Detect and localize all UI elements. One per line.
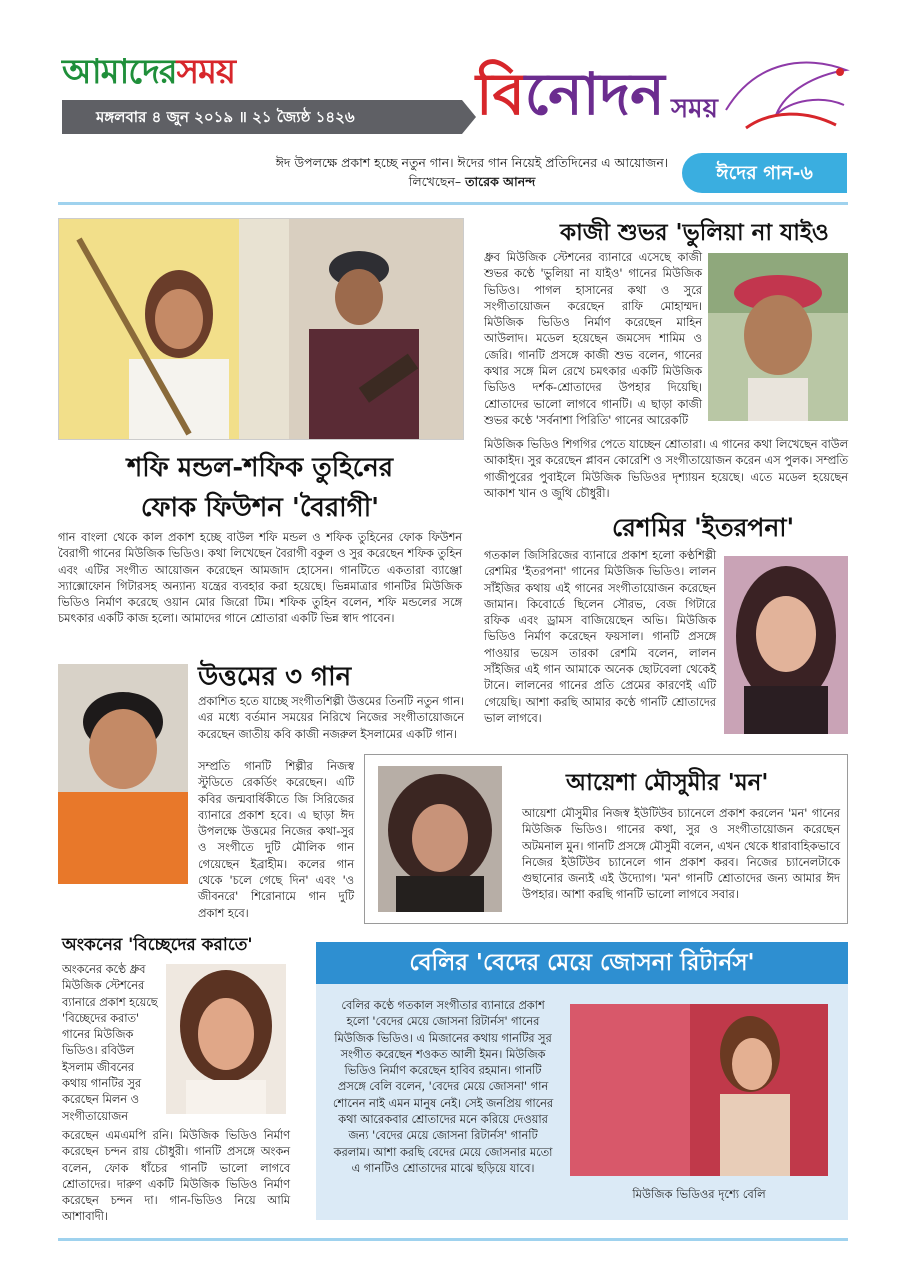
ayesha-body: আয়েশা মৌসুমীর নিজস্ব ইউটিউব চ্যানেলে প্রকাশ করলেন 'মন' গানের মিউজিক ভিডিও। গানের কথা, সুর ও সংগীতায়োজন করেছেন অটমনাল মুন। গানটি প্রসঙ্গে মৌসুমী বলেন, এখন থেকে ধারাবাহিকভাবে নিজের ইউটিউব চ্যানেলে গান প্রকাশ করব। নিজের চ্যানেলটাকে গুছানোর জন্যই এই উদ্যোগ। 'মন' গানটি শ্রোতাদের জন্য আমার ঈদ উপহার। আশা করছি গানটি ভালো লাগবে সবার। bbox=[522, 807, 840, 902]
series-tag: ঈদের গান-৬ bbox=[682, 153, 847, 193]
shafi-body: গান বাংলা থেকে কাল প্রকাশ হচ্ছে বাউল শফি মন্ডল ও শফিক তুহিনের ফোক ফিউশন বৈরাগী গানের মিউজিক ভিডিও। কথা লিখেছেন বৈরাগী বকুল ও সুর করেছেন শফিক তুহিন এবং এটির সংগীত আয়োজন করেছেন আমজাদ হোসেন। গানটিতে একতারা ব্যাঞ্জো স্যাক্সোফোন গিটারসহ অন্যান্য যন্ত্রের ব্যবহার করা হয়েছে। ভিন্নমাত্রার গানটির মিউজিক ভিডিও নির্মাণ করেছে ওয়ান মোর জিরো টিম। শফিক তুহিন বলেন, শফি মন্ডলের সঙ্গে চমৎকার একটি কাজ হলো। আমাদের গানে শ্রোতারা একটি ভিন্ন স্বাদ পাবেন। bbox=[58, 531, 462, 626]
beli-caption: মিউজিক ভিডিওর দৃশ্যে বেলি bbox=[632, 1187, 766, 1201]
swirl-ornament-icon bbox=[716, 50, 856, 140]
ayesha-headline: আয়েশা মৌসুমীর 'মন' bbox=[566, 769, 769, 796]
kazi-body-2: মিউজিক ভিডিও শিগগির পেতে যাচ্ছেন শ্রোতারা। এ গানের কথা লিখেছেন বাউল আকাইদ। সুর করেছেন প্লাবন কোরেশি ও সংগীতায়োজন করেন এস পুলক। সম্প্রতি গাজীপুরের পুবাইলে মিউজিক ভিডিওর দৃশ্যায়ন হয়েছে। এতে মডেল হয়েছেন আকাশ খান ও জুথি চৌধুরী। bbox=[484, 438, 848, 500]
beli-video-still bbox=[570, 1004, 828, 1176]
masthead-part-2: সময় bbox=[176, 52, 235, 92]
beli-body: বেলির কণ্ঠে গতকাল সংগীতার ব্যানারে প্রকাশ হলো 'বেদের মেয়ে জোসনা রিটার্নস' গানের মিউজিক ভিডিও। এ মিজানের কথায় গানটির সুর সংগীত করেছেন শওকত আলী ইমন। মিউজিক ভিডিও নির্মাণ করেছেন হাবিব রহমান। গানটি প্রসঙ্গে বেলি বলেন, 'বেদের মেয়ে জোসনা' গান শোনেন নাই এমন মানুষ নেই। সেই জনপ্রিয় গানের কথা আরেকবার শ্রোতাদের মনে করিয়ে দেওয়ার জন্য 'বেদের মেয়ে জোসনা রিটার্নস' গানটি করলাম। আশা করছি বেদের মেয়ে জোসনার মতো এ গানটিও শ্রোতাদের মাঝে ছড়িয়ে যাবে। bbox=[332, 999, 554, 1175]
uttam-body-2: সম্প্রতি গানটি শিল্পীর নিজস্ব স্টুডিতে রেকর্ডিং করেছেন। এটি কবির জন্মবার্ষিকীতে জি সিরিজের ব্যানারে প্রকাশ হবে। এ ছাড়া ঈদ উপলক্ষে উত্তমের নিজের কথা-সুর ও সংগীতে দুটি মৌলিক গান গেয়েছেন ইব্রাহীম। কলের গান থেকে 'চলে গেছে দিন' এবং 'ও জীবনরে' শিরোনামে গান দুটি প্রকাশ হবে। bbox=[198, 760, 354, 920]
kazi-body-1: ধ্রুব মিউজিক স্টেশনের ব্যানারে এসেছে কাজী শুভর কণ্ঠে 'ভুলিয়া না যাইও' গানের মিউজিক ভিডিও। পাগল হাসানের কথা ও সুরে সংগীতায়োজন করেছেন রাফি মোহাম্মদ। মিউজিক ভিডিও নির্মাণ করেছেন মাহিন আউলাদ। মডেল হয়েছেন জমসেদ শামিম ও জেরি। গানটি প্রসঙ্গে কাজী শুভ বলেন, গানের কথার সঙ্গে মিল রেখে চমৎকার একটি মিউজিক ভিডিও দর্শক-শ্রোতাদের উপহার দিয়েছি। শ্রোতাদের ভালো লাগবে গানটি। এ ছাড়া কাজী শুভর কণ্ঠে 'সর্বনাশা পিরিতি' গানের আরেকটি bbox=[484, 251, 702, 427]
shafi-tuhin-photo bbox=[58, 218, 464, 440]
bottom-divider bbox=[58, 1238, 848, 1241]
section-brand-sub: সময় bbox=[671, 94, 718, 124]
kazi-shuvo-photo bbox=[708, 253, 848, 421]
masthead-part-1: আমাদের bbox=[62, 52, 177, 92]
kazi-headline: কাজী শুভর 'ভুলিয়া না যাইও bbox=[560, 219, 829, 246]
date-bar: মঙ্গলবার ৪ জুন ২০১৯ ॥ ২১ জ্যৈষ্ঠ ১৪২৬ bbox=[62, 100, 462, 134]
ayesha-photo bbox=[378, 766, 502, 912]
intro-author: তারেক আনন্দ bbox=[465, 174, 536, 189]
brand-rest: নোদন bbox=[524, 60, 665, 128]
beli-headline: বেলির 'বেদের মেয়ে জোসনা রিটার্নস' bbox=[316, 942, 848, 984]
brand-first: বি bbox=[476, 60, 525, 128]
reshmi-body: গতকাল জিসিরিজের ব্যানারে প্রকাশ হলো কণ্ঠশিল্পী রেশমির 'ইতরপনা' গানের মিউজিক ভিডিও। লালন সাঁইজির কথায় এই গানের সংগীতায়োজন করেছেন জামান। কিবোর্ডে ছিলেন সৌরভ, বেজ গিটারে রফিক এবং ড্রামস বাজিয়েছেন অভি। মিউজিক ভিডিও নির্মাণ করেছেন ফয়সাল। গানটি প্রসঙ্গে পাওয়ার ভয়েস তারকা রেশমি বলেন, লালন সাঁইজির এই গান আমাকে অনেক ছোটবেলা থেকেই টানে। লালনের গানের প্রতি প্রেমের কারণেই এটি গেয়েছি। আশা করছি আমার কণ্ঠে গানটি শ্রোতাদের ভাল লাগবে। bbox=[484, 549, 716, 725]
reshmi-headline: রেশমির 'ইতরপনা' bbox=[612, 513, 795, 542]
uttam-headline: উত্তমের ৩ গান bbox=[198, 662, 352, 692]
onkon-headline: অংকনের 'বিচ্ছেদের করাতে' bbox=[62, 935, 253, 955]
top-divider bbox=[58, 202, 848, 205]
section-brand-title bbox=[476, 50, 665, 147]
reshmi-photo bbox=[724, 556, 848, 734]
uttam-body-1: প্রকাশিত হতে যাচ্ছে সংগীতশিল্পী উত্তমের তিনটি নতুন গান। এর মধ্যে বর্তমান সময়ের নিরিখে নিজের সংগীতায়োজনে করেছেন জাতীয় কবি কাজী নজরুল ইসলামের একটি গান। bbox=[198, 695, 464, 741]
shafi-headline bbox=[58, 448, 462, 528]
shafi-headline-line-1: শফি মন্ডল-শফিক তুহিনের bbox=[126, 453, 394, 483]
intro-body: ঈদ উপলক্ষে প্রকাশ হচ্ছে নতুন গান। ঈদের গান নিয়েই প্রতিদিনের এ আয়োজন। লিখেছেন– bbox=[275, 155, 669, 189]
uttam-photo bbox=[58, 664, 188, 884]
intro-text bbox=[262, 153, 682, 191]
newspaper-masthead bbox=[62, 46, 235, 103]
onkon-body-2: করেছেন এমএমপি রনি। মিউজিক ভিডিও নির্মাণ করেছেন চন্দন রায় চৌধুরী। গানটি প্রসঙ্গে অংকন বলেন, ফোক ধাঁচের গানটি ভালো লাগবে শ্রোতাদের। দারুণ একটি মিউজিক ভিডিও নির্মাণ করেছেন চন্দন দা। গান-ভিডিও নিয়ে আমি আশাবাদী। bbox=[62, 1129, 290, 1224]
shafi-headline-line-2: ফোক ফিউশন 'বৈরাগী' bbox=[140, 493, 380, 523]
onkon-photo bbox=[166, 964, 286, 1114]
section-brand bbox=[476, 50, 856, 140]
onkon-body-1: অংকনের কণ্ঠে ধ্রুব মিউজিক স্টেশনের ব্যানারে প্রকাশ হয়েছে 'বিচ্ছেদের করাত' গানের মিউজিক ভিডিও। রবিউল ইসলাম জীবনের কথায় গানটির সুর করেছেন মিলন ও সংগীতায়োজন bbox=[62, 963, 158, 1123]
